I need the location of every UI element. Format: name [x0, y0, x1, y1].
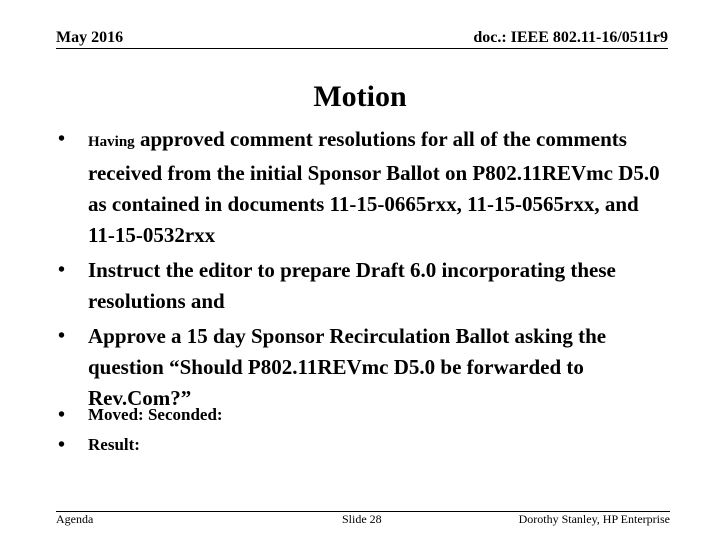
- bullet-text: approved comment resolutions for all of the comments received from the initial Sponsor Ballot on P802.11REVmc D5.0 as contained in documents 11-15-0665rxx, 11-15-0565rxx, and 11-15-0532rxx: [88, 127, 660, 247]
- motion-bullet-list: [58, 124, 668, 418]
- slide-title: Motion: [313, 80, 407, 113]
- bullet-dot: •: [58, 404, 66, 426]
- bullet-item: [58, 400, 668, 430]
- bullet-item: [58, 255, 668, 317]
- footer-slide-number: Slide 28: [342, 512, 382, 526]
- bullet-item: [58, 124, 668, 251]
- bullet-dot: •: [58, 434, 66, 456]
- bullet-dot: •: [58, 325, 66, 347]
- bullet-item: [58, 430, 668, 460]
- header-date: May 2016: [56, 29, 124, 46]
- footer-agenda: Agenda: [56, 512, 94, 526]
- bullet-dot: •: [58, 128, 66, 150]
- bullet-dot: •: [58, 259, 66, 281]
- bullet-text: Result:: [88, 435, 140, 454]
- result-bullet-list: [58, 400, 668, 460]
- bullet-text: Approve a 15 day Sponsor Recirculation Ballot asking the question “Should P802.11REVmc D5.0 be forwarded to Rev.Com?”: [88, 324, 607, 410]
- bullet-text: Moved: Seconded:: [88, 405, 223, 424]
- bullet-lead: Having: [88, 134, 135, 150]
- footer-author: Dorothy Stanley, HP Enterprise: [518, 512, 670, 526]
- header-doc-id: doc.: IEEE 802.11-16/0511r9: [473, 29, 668, 46]
- bullet-text: Instruct the editor to prepare Draft 6.0 incorporating these resolutions and: [88, 258, 616, 313]
- header-divider: [56, 48, 668, 49]
